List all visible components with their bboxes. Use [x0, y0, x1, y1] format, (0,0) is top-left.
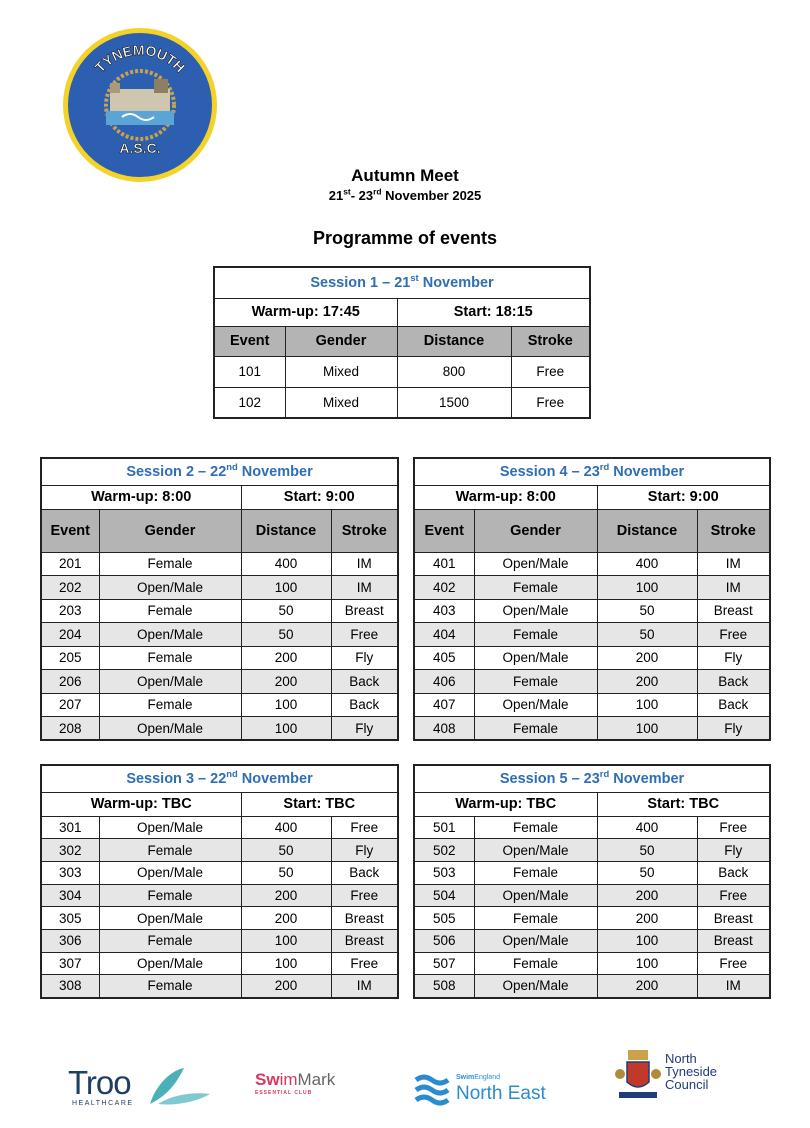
stroke-cell: Fly [697, 839, 770, 862]
gender-cell: Open/Male [474, 884, 597, 907]
distance-cell: 100 [241, 576, 331, 600]
club-logo [62, 27, 218, 183]
event-number-cell: 201 [41, 552, 99, 576]
meet-dates: 21st- 23rd November 2025 [328, 186, 482, 203]
gender-cell: Open/Male [99, 861, 241, 884]
session-title: Session 3 – 22nd November [41, 765, 398, 792]
event-number-cell: 401 [414, 552, 474, 576]
event-number-cell: 202 [41, 576, 99, 600]
gender-cell: Female [474, 670, 597, 694]
table-row [41, 693, 398, 717]
distance-cell: 50 [241, 599, 331, 623]
distance-cell: 200 [241, 907, 331, 930]
table-row [41, 646, 398, 670]
coat-of-arms-icon [615, 1048, 661, 1102]
distance-cell: 100 [597, 717, 697, 741]
distance-cell: 100 [241, 717, 331, 741]
gender-cell: Female [99, 599, 241, 623]
session-5-table [413, 764, 771, 999]
col-gender: Gender [474, 509, 597, 552]
col-stroke: Stroke [697, 509, 770, 552]
start-time: Start: TBC [597, 792, 770, 816]
stroke-cell: IM [697, 576, 770, 600]
distance-cell: 200 [241, 975, 331, 998]
start-time: Start: 18:15 [397, 298, 590, 326]
session-title: Session 1 – 21st November [214, 267, 590, 298]
distance-cell: 100 [597, 952, 697, 975]
warmup-time: Warm-up: TBC [41, 792, 241, 816]
col-event: Event [214, 326, 285, 356]
distance-cell: 100 [241, 929, 331, 952]
stroke-cell: Breast [697, 929, 770, 952]
event-number-cell: 203 [41, 599, 99, 623]
col-distance: Distance [397, 326, 511, 356]
stroke-cell: IM [697, 552, 770, 576]
stroke-cell: Free [331, 623, 398, 647]
stroke-cell: IM [331, 975, 398, 998]
event-number-cell: 502 [414, 839, 474, 862]
distance-cell: 400 [241, 816, 331, 839]
session-3-table [40, 764, 399, 999]
gender-cell: Open/Male [99, 952, 241, 975]
gender-cell: Open/Male [474, 975, 597, 998]
table-row [414, 907, 770, 930]
event-number-cell: 305 [41, 907, 99, 930]
stroke-cell: Fly [697, 717, 770, 741]
table-row [414, 929, 770, 952]
distance-cell: 400 [241, 552, 331, 576]
leaf-icon [144, 1064, 214, 1108]
event-number-cell: 404 [414, 623, 474, 647]
event-number-cell: 303 [41, 861, 99, 884]
table-row [414, 839, 770, 862]
gender-cell: Open/Male [474, 693, 597, 717]
start-time: Start: TBC [241, 792, 398, 816]
gender-cell: Female [474, 816, 597, 839]
council-name: North Tyneside Council [665, 1051, 718, 1092]
gender-cell: Female [474, 861, 597, 884]
event-number-cell: 301 [41, 816, 99, 839]
table-row [414, 576, 770, 600]
gender-cell: Open/Male [99, 907, 241, 930]
table-row [414, 623, 770, 647]
event-number-cell: 307 [41, 952, 99, 975]
distance-cell: 200 [597, 884, 697, 907]
distance-cell: 800 [397, 356, 511, 387]
table-row [214, 356, 590, 387]
gender-cell: Female [99, 693, 241, 717]
gender-cell: Open/Male [474, 839, 597, 862]
table-row [41, 670, 398, 694]
stroke-cell: IM [331, 552, 398, 576]
distance-cell: 50 [597, 623, 697, 647]
event-number-cell: 503 [414, 861, 474, 884]
distance-cell: 50 [597, 599, 697, 623]
distance-cell: 50 [241, 839, 331, 862]
logo-bottom-text: A.S.C. [119, 140, 161, 156]
north-east-label: North East [456, 1083, 546, 1104]
event-number-cell: 304 [41, 884, 99, 907]
distance-cell: 200 [597, 670, 697, 694]
stroke-cell: Back [331, 861, 398, 884]
table-row [41, 952, 398, 975]
start-time: Start: 9:00 [241, 485, 398, 509]
table-row [414, 816, 770, 839]
gender-cell: Female [99, 929, 241, 952]
table-row [41, 816, 398, 839]
event-number-cell: 208 [41, 717, 99, 741]
col-event: Event [41, 509, 99, 552]
swim-england-label: SwimEngland [456, 1074, 500, 1081]
table-row [414, 599, 770, 623]
event-number-cell: 505 [414, 907, 474, 930]
event-number-cell: 405 [414, 646, 474, 670]
distance-cell: 200 [597, 907, 697, 930]
gender-cell: Open/Male [99, 816, 241, 839]
gender-cell: Mixed [285, 356, 397, 387]
event-number-cell: 407 [414, 693, 474, 717]
table-row [41, 623, 398, 647]
col-gender: Gender [99, 509, 241, 552]
event-number-cell: 501 [414, 816, 474, 839]
warmup-time: Warm-up: TBC [414, 792, 597, 816]
swimmark-logo [255, 1070, 350, 1100]
session-1-table [213, 266, 591, 419]
event-number-cell: 101 [214, 356, 285, 387]
event-number-cell: 504 [414, 884, 474, 907]
distance-cell: 200 [597, 975, 697, 998]
distance-cell: 50 [597, 839, 697, 862]
table-row [414, 952, 770, 975]
stroke-cell: Free [331, 884, 398, 907]
stroke-cell: Free [331, 816, 398, 839]
warmup-time: Warm-up: 8:00 [414, 485, 597, 509]
stroke-cell: Free [331, 952, 398, 975]
distance-cell: 100 [597, 929, 697, 952]
stroke-cell: Back [331, 693, 398, 717]
event-number-cell: 402 [414, 576, 474, 600]
gender-cell: Open/Male [99, 717, 241, 741]
table-row [41, 975, 398, 998]
waves-icon [414, 1074, 450, 1106]
col-stroke: Stroke [331, 509, 398, 552]
distance-cell: 50 [241, 623, 331, 647]
distance-cell: 200 [241, 646, 331, 670]
event-number-cell: 406 [414, 670, 474, 694]
logo-top-text: TYNEMOUTH [91, 41, 189, 76]
meet-title: Autumn Meet [351, 166, 459, 185]
warmup-time: Warm-up: 17:45 [214, 298, 397, 326]
gender-cell: Female [474, 623, 597, 647]
swim-england-north-east-logo [414, 1074, 564, 1108]
gender-cell: Open/Male [99, 670, 241, 694]
distance-cell: 200 [241, 884, 331, 907]
table-row [414, 670, 770, 694]
table-row [41, 839, 398, 862]
stroke-cell: Fly [331, 646, 398, 670]
table-row [41, 576, 398, 600]
distance-cell: 100 [597, 576, 697, 600]
table-row [41, 929, 398, 952]
stroke-cell: Free [511, 387, 590, 418]
gender-cell: Open/Male [474, 552, 597, 576]
programme-heading: Programme of events [312, 228, 498, 248]
distance-cell: 50 [597, 861, 697, 884]
distance-cell: 200 [241, 670, 331, 694]
col-event: Event [414, 509, 474, 552]
stroke-cell: IM [697, 975, 770, 998]
event-number-cell: 207 [41, 693, 99, 717]
col-distance: Distance [597, 509, 697, 552]
col-gender: Gender [285, 326, 397, 356]
stroke-cell: Fly [331, 839, 398, 862]
event-number-cell: 306 [41, 929, 99, 952]
gender-cell: Female [474, 576, 597, 600]
event-number-cell: 205 [41, 646, 99, 670]
event-number-cell: 308 [41, 975, 99, 998]
gender-cell: Female [99, 552, 241, 576]
north-tyneside-council-logo [615, 1046, 735, 1106]
table-row [414, 717, 770, 741]
table-row [41, 907, 398, 930]
table-row [414, 861, 770, 884]
stroke-cell: Free [697, 952, 770, 975]
stroke-cell: Breast [697, 907, 770, 930]
session-title: Session 5 – 23rd November [414, 765, 770, 792]
stroke-cell: Back [697, 670, 770, 694]
table-row [41, 552, 398, 576]
stroke-cell: Fly [697, 646, 770, 670]
gender-cell: Open/Male [99, 576, 241, 600]
warmup-time: Warm-up: 8:00 [41, 485, 241, 509]
swimmark-subtitle: ESSENTIAL CLUB [255, 1090, 313, 1096]
distance-cell: 400 [597, 552, 697, 576]
event-number-cell: 102 [214, 387, 285, 418]
table-row [414, 646, 770, 670]
event-number-cell: 206 [41, 670, 99, 694]
stroke-cell: Free [511, 356, 590, 387]
gender-cell: Female [474, 952, 597, 975]
stroke-cell: Back [697, 693, 770, 717]
session-title: Session 2 – 22nd November [41, 458, 398, 485]
distance-cell: 50 [241, 861, 331, 884]
distance-cell: 100 [597, 693, 697, 717]
table-row [414, 552, 770, 576]
stroke-cell: Back [697, 861, 770, 884]
gender-cell: Female [99, 646, 241, 670]
table-row [41, 717, 398, 741]
gender-cell: Female [99, 839, 241, 862]
troo-wordmark: Troo [68, 1064, 131, 1101]
stroke-cell: Breast [331, 907, 398, 930]
gender-cell: Mixed [285, 387, 397, 418]
distance-cell: 100 [241, 693, 331, 717]
event-number-cell: 403 [414, 599, 474, 623]
stroke-cell: Breast [331, 929, 398, 952]
gender-cell: Open/Male [99, 623, 241, 647]
gender-cell: Female [99, 975, 241, 998]
table-row [414, 693, 770, 717]
troo-subtitle: HEALTHCARE [72, 1100, 134, 1107]
gender-cell: Open/Male [474, 599, 597, 623]
gender-cell: Open/Male [474, 929, 597, 952]
gender-cell: Female [474, 907, 597, 930]
event-number-cell: 302 [41, 839, 99, 862]
swimmark-wordmark: SwimMark [255, 1070, 336, 1089]
distance-cell: 100 [241, 952, 331, 975]
table-row [414, 975, 770, 998]
distance-cell: 400 [597, 816, 697, 839]
session-title: Session 4 – 23rd November [414, 458, 770, 485]
stroke-cell: Free [697, 884, 770, 907]
stroke-cell: Back [331, 670, 398, 694]
table-row [41, 884, 398, 907]
table-row [41, 861, 398, 884]
event-number-cell: 508 [414, 975, 474, 998]
session-2-table [40, 457, 399, 741]
gender-cell: Female [474, 717, 597, 741]
event-number-cell: 408 [414, 717, 474, 741]
distance-cell: 200 [597, 646, 697, 670]
gender-cell: Female [99, 884, 241, 907]
event-number-cell: 506 [414, 929, 474, 952]
stroke-cell: Breast [697, 599, 770, 623]
col-distance: Distance [241, 509, 331, 552]
event-number-cell: 507 [414, 952, 474, 975]
stroke-cell: IM [331, 576, 398, 600]
troo-healthcare-logo [68, 1062, 213, 1112]
distance-cell: 1500 [397, 387, 511, 418]
session-4-table [413, 457, 771, 741]
start-time: Start: 9:00 [597, 485, 770, 509]
col-stroke: Stroke [511, 326, 590, 356]
table-row [214, 387, 590, 418]
event-number-cell: 204 [41, 623, 99, 647]
table-row [41, 599, 398, 623]
stroke-cell: Breast [331, 599, 398, 623]
stroke-cell: Free [697, 816, 770, 839]
stroke-cell: Free [697, 623, 770, 647]
gender-cell: Open/Male [474, 646, 597, 670]
stroke-cell: Fly [331, 717, 398, 741]
table-row [414, 884, 770, 907]
